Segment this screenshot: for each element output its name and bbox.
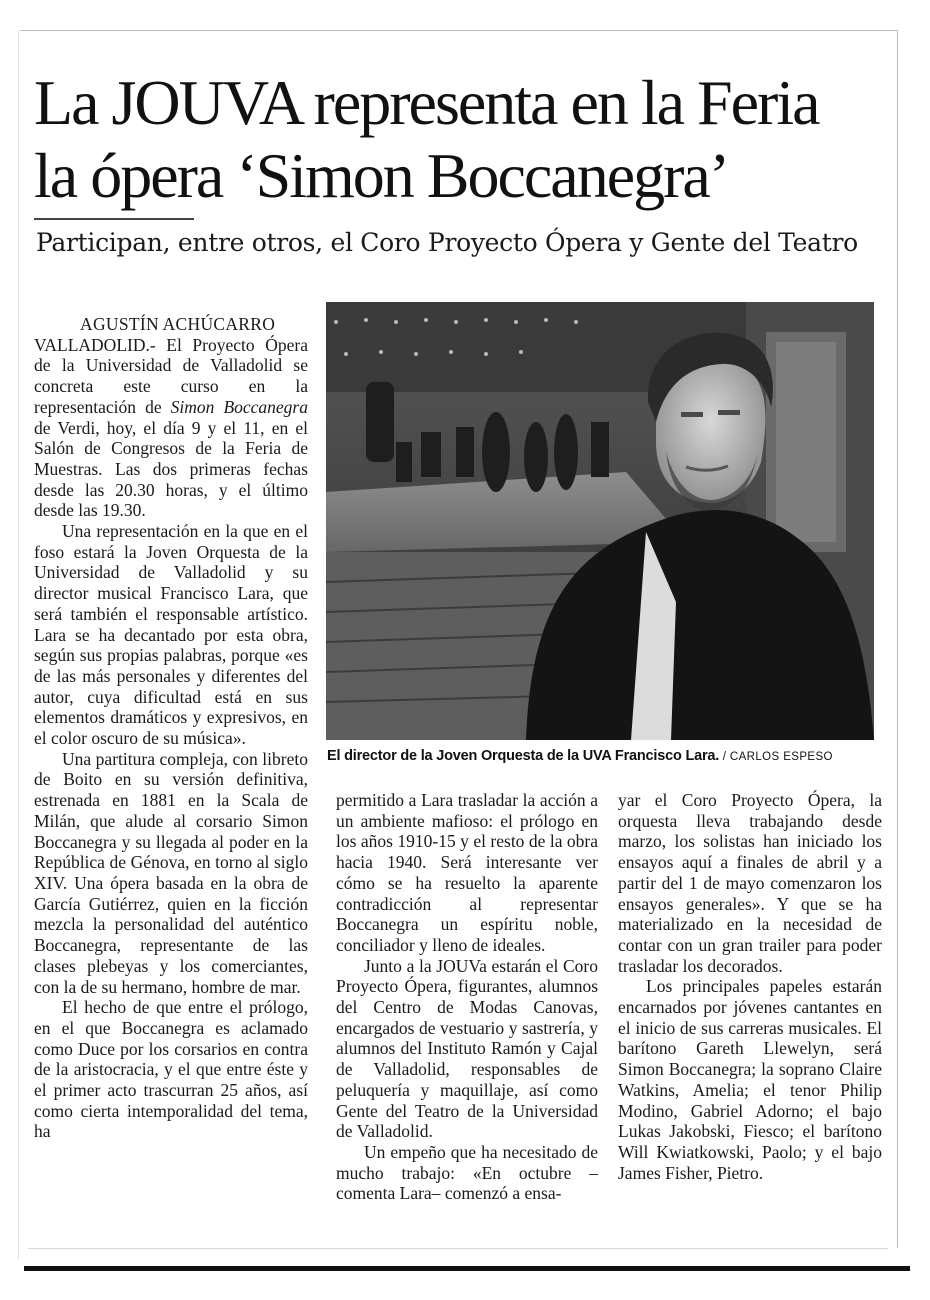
article-column-1 bbox=[34, 314, 308, 1142]
paragraph-3: Una partitura compleja, con libreto de Boito en su versión definitiva, estrenada en 1881 en la Scala de Milán, que alude al corsario Simon Boccanegra y su llegada al poder en la República de Génova, en torno al siglo XIV. Una ópera basada en la obra de García Gutiérrez, quien en la ficción mezcla la personalidad del auténtico Boccanegra, representante de las clases plebeyas y los comerciantes, con la de su hermano, hombre de mar. bbox=[34, 748, 308, 997]
photo-illustration bbox=[326, 302, 874, 740]
paragraph-6: Junto a la JOUVa estarán el Coro Proyecto Ópera, figurantes, alumnos del Centro de Modas Canovas, encargados de vestuario y sastrería, y alumnos del Instituto Ramón y Cajal de Valladolid, responsables de peluquería y maquillaje, así como Gente del Teatro de la Universidad de Valladolid. bbox=[336, 955, 598, 1142]
byline-paragraph bbox=[34, 314, 308, 521]
page-frame-left bbox=[18, 30, 19, 1260]
headline-line-1: La JOUVA representa en la Feria bbox=[34, 67, 819, 138]
dateline: VALLADOLID.- bbox=[34, 334, 156, 355]
byline: AGUSTÍN ACHÚCARRO bbox=[80, 314, 276, 334]
paragraph-2: Una representación en la que en el foso estará la Joven Orquesta de la Universidad de Valladolid y su director musical Francisco Lara, que será también el responsable artístico. Lara se ha decantado por esta obra, según sus propias palabras, porque «es de las más personales y diferentes del autor, cuya dificultad está en sus elementos dramáticos y expresivos, en el color oscuro de su música». bbox=[34, 521, 308, 749]
paragraph-4: El hecho de que entre el prólogo, en el que Boccanegra es aclamado como Duce por los corsarios en contra de la aristocracia, y el que entre éste y el primer acto trascurran 25 años, así como cierta intemporalidad del tema, ha bbox=[34, 997, 308, 1142]
paragraph-8: yar el Coro Proyecto Ópera, la orquesta lleva trabajando desde marzo, los solistas han iniciado los ensayos aquí a finales de abril y a partir del 1 de mayo comenzaron los ensayos generales». Y que se ha materializado en la necesidad de contar con un gran trailer para poder trasladar los decorados. bbox=[618, 790, 882, 976]
subheadline: Participan, entre otros, el Coro Proyecto Ópera y Gente del Teatro bbox=[36, 228, 858, 257]
paragraph-5: permitido a Lara trasladar la acción a un ambiente mafioso: el prólogo en los años 1910-15 y el resto de la obra hacia 1940. Será interesante ver cómo se ha resuelto la aparente contradicción al representar Boccanegra un espíritu noble, conciliador y lleno de ideales. bbox=[336, 790, 598, 955]
paragraph-7: Un empeño que ha necesitado de mucho trabajo: «En octubre –comenta Lara– comenzó a ensa- bbox=[336, 1141, 598, 1204]
bottom-rule bbox=[24, 1266, 910, 1271]
page-frame-right bbox=[897, 30, 898, 1248]
photo-caption bbox=[327, 746, 887, 767]
headline-line-2: la ópera ‘Simon Boccanegra’ bbox=[34, 140, 729, 211]
page-frame-top bbox=[20, 30, 898, 31]
photo-credit: / CARLOS ESPESO bbox=[719, 751, 833, 763]
article-photo bbox=[326, 302, 874, 740]
headline bbox=[34, 66, 894, 212]
headline-divider bbox=[34, 218, 194, 220]
bottom-guide-line bbox=[28, 1248, 888, 1249]
paragraph-1-tail: de Verdi, hoy, el día 9 y el 11, en el Salón de Congresos de la Feria de Muestras. Las dos primeras fechas desde las 20.30 horas, y el último desde las 19.30. bbox=[34, 417, 308, 521]
caption-text: El director de la Joven Orquesta de la UVA Francisco Lara. bbox=[327, 748, 720, 764]
opera-title: Simon Boccanegra bbox=[170, 396, 308, 417]
article-column-3 bbox=[618, 790, 882, 1183]
article-column-2 bbox=[336, 790, 598, 1204]
paragraph-1-lead: El Proyecto Ópera de la Universidad de Valladolid se concreta este curso en la representación de bbox=[34, 334, 308, 417]
paragraph-9: Los principales papeles estarán encarnados por jóvenes cantantes en el inicio de sus carreras musicales. El barítono Gareth Llewelyn, será Simon Boccanegra; la soprano Claire Watkins, Amelia; el tenor Philip Modino, Gabriel Adorno; el bajo Lukas Jakobski, Fiesco; el barítono Will Kwiatkowski, Paolo; y el bajo James Fisher, Pietro. bbox=[618, 976, 882, 1183]
